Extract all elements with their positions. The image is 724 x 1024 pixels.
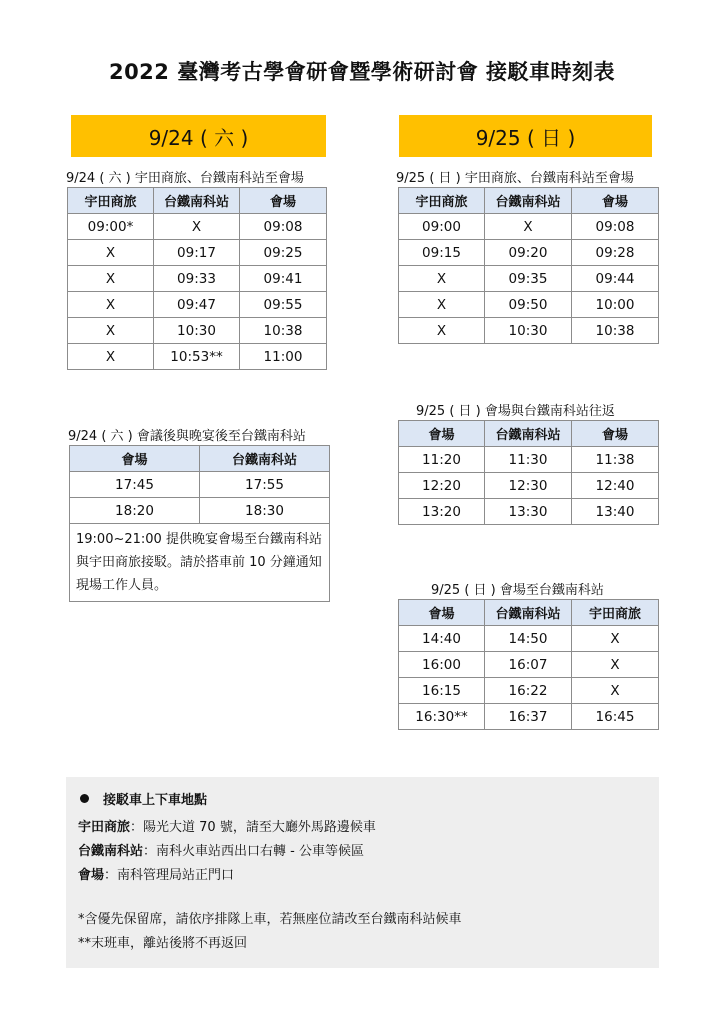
table-header-row — [399, 421, 659, 447]
location-item — [78, 864, 647, 888]
table-row — [70, 498, 330, 524]
table-0925-inbound-caption: 9/25 ( 日 ) 宇田商旅、台鐵南科站至會場 — [396, 171, 634, 186]
table-0924-return-caption: 9/24 ( 六 ) 會議後與晚宴後至台鐵南科站 — [68, 429, 306, 444]
footnote-priority: *含優先保留席，請依序排隊上車，若無座位請改至台鐵南科站候車 — [78, 912, 462, 927]
evening-shuttle-note: 19:00~21:00 提供晚宴會場至台鐵南科站與宇田商旅接駁。請於搭車前 10 分鐘通知現場工作人員。 — [70, 524, 330, 602]
table-cell: 16:07 — [485, 652, 572, 678]
table-0924-inbound-caption: 9/24 ( 六 ) 宇田商旅、台鐵南科站至會場 — [66, 171, 304, 186]
table-cell: 16:00 — [399, 652, 485, 678]
table-row — [399, 318, 659, 344]
table-cell: 09:50 — [485, 292, 572, 318]
col-header: 會場 — [572, 421, 659, 447]
col-header: 會場 — [572, 188, 659, 214]
table-cell: 17:55 — [200, 472, 330, 498]
table-cell: 09:25 — [240, 240, 327, 266]
table-cell: 13:30 — [485, 499, 572, 525]
table-row — [68, 266, 327, 292]
table-cell: 13:40 — [572, 499, 659, 525]
table-cell: X — [154, 214, 240, 240]
col-header: 台鐵南科站 — [485, 421, 572, 447]
page-title: 2022 臺灣考古學會研會暨學術研討會 接駁車時刻表 — [108, 60, 616, 84]
table-cell: X — [572, 678, 659, 704]
table-cell: 09:00 — [399, 214, 485, 240]
location-name: 會場 — [78, 868, 105, 883]
location-detail: ：陽光大道 70 號，請至大廳外馬路邊候車 — [130, 820, 376, 835]
location-item — [78, 816, 647, 840]
table-cell: 18:30 — [200, 498, 330, 524]
table-cell: 16:45 — [572, 704, 659, 730]
table-cell: 12:40 — [572, 473, 659, 499]
col-header: 會場 — [240, 188, 327, 214]
table-header-row — [68, 188, 327, 214]
col-header: 會場 — [399, 600, 485, 626]
table-cell: X — [399, 266, 485, 292]
col-header: 宇田商旅 — [399, 188, 485, 214]
table-row — [68, 292, 327, 318]
table-row — [399, 704, 659, 730]
table-cell: X — [399, 292, 485, 318]
table-cell: 14:40 — [399, 626, 485, 652]
table-cell: 10:30 — [154, 318, 240, 344]
location-name: 宇田商旅 — [78, 820, 131, 835]
table-cell: 09:15 — [399, 240, 485, 266]
col-header: 宇田商旅 — [68, 188, 154, 214]
table-cell: X — [572, 626, 659, 652]
table-cell: 09:41 — [240, 266, 327, 292]
table-cell: X — [572, 652, 659, 678]
table-cell: 09:08 — [572, 214, 659, 240]
table-cell: 16:15 — [399, 678, 485, 704]
table-0925-roundtrip-caption: 9/25 ( 日 ) 會場與台鐵南科站往返 — [416, 404, 615, 419]
table-row — [399, 214, 659, 240]
table-row — [68, 344, 327, 370]
table-cell: 17:45 — [70, 472, 200, 498]
location-name: 台鐵南科站 — [78, 844, 144, 859]
pickup-info-box — [66, 777, 659, 968]
table-row — [399, 473, 659, 499]
table-cell: 16:30** — [399, 704, 485, 730]
table-row — [70, 472, 330, 498]
table-0925-return-caption: 9/25 ( 日 ) 會場至台鐵南科站 — [431, 583, 604, 598]
table-cell: X — [68, 266, 154, 292]
pickup-info-heading — [78, 789, 647, 808]
table-cell: 09:17 — [154, 240, 240, 266]
table-cell: 09:00* — [68, 214, 154, 240]
table-cell: X — [68, 292, 154, 318]
table-cell: 11:38 — [572, 447, 659, 473]
table-cell: 10:38 — [240, 318, 327, 344]
table-row — [399, 678, 659, 704]
table-0925-roundtrip — [398, 420, 659, 525]
table-cell: 12:20 — [399, 473, 485, 499]
table-row — [399, 266, 659, 292]
table-header-row — [399, 600, 659, 626]
table-cell: 12:30 — [485, 473, 572, 499]
table-cell: 16:22 — [485, 678, 572, 704]
table-cell: X — [68, 240, 154, 266]
table-header-row — [399, 188, 659, 214]
table-cell: X — [399, 318, 485, 344]
table-header-row — [70, 446, 330, 472]
col-header: 會場 — [70, 446, 200, 472]
col-header: 台鐵南科站 — [200, 446, 330, 472]
table-0924-return — [69, 445, 330, 602]
table-row — [399, 626, 659, 652]
table-cell: 10:00 — [572, 292, 659, 318]
table-row — [68, 318, 327, 344]
table-cell: 09:08 — [240, 214, 327, 240]
day-band-0925: 9/25 ( 日 ) — [399, 115, 652, 157]
footnote-last-bus: **末班車，離站後將不再返回 — [78, 936, 248, 951]
table-row — [399, 240, 659, 266]
table-cell: 09:44 — [572, 266, 659, 292]
table-cell: 09:55 — [240, 292, 327, 318]
table-row — [399, 652, 659, 678]
bullet-icon — [80, 794, 89, 803]
table-cell: 10:38 — [572, 318, 659, 344]
table-row — [68, 214, 327, 240]
table-cell: 09:33 — [154, 266, 240, 292]
location-item — [78, 840, 647, 864]
table-0925-inbound — [398, 187, 659, 344]
table-row — [399, 499, 659, 525]
table-cell: 14:50 — [485, 626, 572, 652]
location-detail: ：南科火車站西出口右轉 - 公車等候區 — [143, 844, 364, 859]
table-cell: 11:30 — [485, 447, 572, 473]
day-band-0924: 9/24 ( 六 ) — [71, 115, 326, 157]
table-cell: 11:00 — [240, 344, 327, 370]
table-row — [68, 240, 327, 266]
table-0925-return — [398, 599, 659, 730]
table-cell: X — [68, 318, 154, 344]
table-row — [399, 447, 659, 473]
table-cell: 09:20 — [485, 240, 572, 266]
col-header: 台鐵南科站 — [485, 188, 572, 214]
table-0924-inbound — [67, 187, 327, 370]
table-cell: 09:28 — [572, 240, 659, 266]
pickup-info-heading-text: 接駁車上下車地點 — [103, 793, 208, 808]
col-header: 會場 — [399, 421, 485, 447]
table-row — [399, 292, 659, 318]
table-note-row — [70, 524, 330, 602]
table-cell: 09:35 — [485, 266, 572, 292]
table-cell: 11:20 — [399, 447, 485, 473]
table-cell: X — [485, 214, 572, 240]
table-cell: 16:37 — [485, 704, 572, 730]
col-header: 宇田商旅 — [572, 600, 659, 626]
table-cell: 10:30 — [485, 318, 572, 344]
col-header: 台鐵南科站 — [154, 188, 240, 214]
table-cell: X — [68, 344, 154, 370]
table-cell: 18:20 — [70, 498, 200, 524]
table-cell: 13:20 — [399, 499, 485, 525]
location-detail: ：南科管理局站正門口 — [104, 868, 235, 883]
col-header: 台鐵南科站 — [485, 600, 572, 626]
table-cell: 09:47 — [154, 292, 240, 318]
table-cell: 10:53** — [154, 344, 240, 370]
